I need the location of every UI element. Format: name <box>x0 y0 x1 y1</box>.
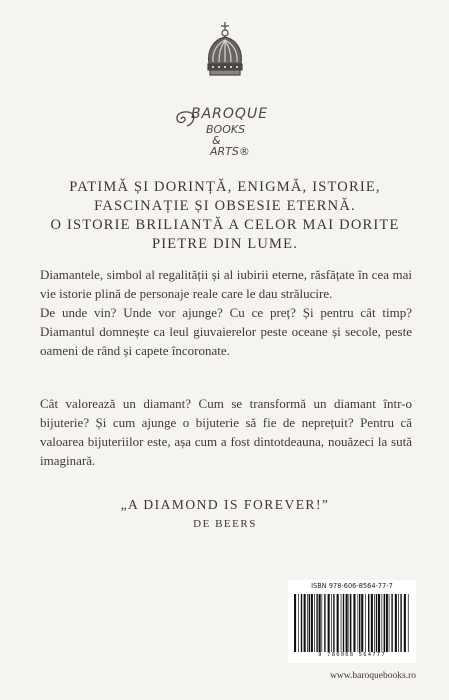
paragraph2-line: Pentru că valoarea bijuteriilor este, așa cum a fost dintotdeauna, <box>40 415 412 449</box>
barcode-bar <box>346 594 348 652</box>
barcode-bar <box>361 594 363 652</box>
barcode-bar <box>371 594 373 652</box>
barcode-bar <box>301 594 302 652</box>
barcode-bar <box>386 594 388 652</box>
website-url: www.baroquebooks.ro <box>330 671 416 681</box>
isbn-text: ISBN 978-606-8564-77-7 <box>311 582 393 590</box>
barcode-bar <box>368 594 369 652</box>
barcode-digits: 9 786068 564777 <box>318 652 386 658</box>
logo-text-ampersand: & <box>212 134 221 147</box>
tagline-line: PIETRE DIN LUME. <box>151 236 299 252</box>
barcode-bar <box>382 594 383 652</box>
paragraph1-line: Diamantul domnește ca leul giuvaierelor peste oceane și <box>40 324 346 339</box>
barcode-bar <box>359 594 360 652</box>
barcode-bar <box>374 594 375 652</box>
barcode-bar <box>307 594 308 652</box>
description-paragraph-1 <box>40 265 412 360</box>
barcode-bar <box>316 594 317 652</box>
barcode-bar <box>350 594 351 652</box>
barcode-bar <box>337 594 339 652</box>
paragraph1-line: secole, peste oameni de rând și capete încoronate. <box>40 324 412 358</box>
paragraph2-line: Cât valorează un diamant? Cum se transformă un diamant <box>40 396 376 411</box>
barcode-bar <box>324 594 325 652</box>
barcode-bar <box>328 594 330 652</box>
barcode-bar <box>365 594 366 652</box>
barcode-bar <box>331 594 332 652</box>
paragraph2-line: într-o bijuterie? Și cum ajunge o bijuterie să fie de neprețuit? <box>40 396 412 430</box>
barcode-bar <box>378 594 380 652</box>
barcode-bar <box>349 594 350 652</box>
paragraph1-line: în cea mai vie istorie plină de personaje reale care le dau <box>40 267 412 301</box>
quote: „A DIAMOND IS FOREVER!” <box>120 497 330 512</box>
paragraph1-line: strălucire. <box>280 286 333 301</box>
barcode-bar <box>319 594 321 652</box>
barcode <box>288 580 416 663</box>
barcode-bar <box>358 594 359 652</box>
quote-source: DE BEERS <box>193 518 257 530</box>
barcode-bar <box>309 594 310 652</box>
barcode-bar <box>314 594 315 652</box>
barcode-bars <box>294 594 412 652</box>
barcode-bar <box>311 594 313 652</box>
barcode-bar <box>408 594 409 652</box>
barcode-bar <box>376 594 377 652</box>
tagline <box>30 178 420 254</box>
barcode-bar <box>389 594 390 652</box>
paragraph2-line: nouăzeci la sută imaginară. <box>40 434 413 468</box>
barcode-bar <box>398 594 399 652</box>
tagline-line: PATIMĂ ȘI DORINȚĂ, ENIGMĂ, ISTORIE, <box>69 179 381 195</box>
publisher-logo <box>165 20 275 158</box>
barcode-bar <box>343 594 344 652</box>
logo-text-books: BOOKS <box>206 123 246 136</box>
barcode-bar <box>391 594 392 652</box>
tagline-line: FASCINAȚIE ȘI OBSESIE ETERNĂ. <box>94 198 356 214</box>
crown-icon <box>203 20 247 80</box>
barcode-bar <box>404 594 406 652</box>
barcode-bar <box>298 594 299 652</box>
description-paragraph-2 <box>40 394 412 470</box>
barcode-bar <box>384 594 385 652</box>
paragraph1-line: Diamantele, simbol al regalității și al iubirii eterne, răsfățate <box>40 267 359 282</box>
barcode-bar <box>294 594 296 652</box>
barcode-bar <box>341 594 342 652</box>
barcode-bar <box>395 594 397 652</box>
tagline-line: O ISTORIE BRILIANTĂ A CELOR MAI DORITE <box>50 217 400 233</box>
barcode-bar <box>333 594 334 652</box>
barcode-bar <box>400 594 401 652</box>
paragraph1-line: De unde vin? Unde vor ajunge? Cu ce preț? Și pentru cât timp? <box>40 305 412 320</box>
logo-text-baroque: BAROQUE <box>191 106 269 122</box>
barcode-bar <box>304 594 306 652</box>
barcode-bar <box>322 594 323 652</box>
logo-text-arts: ARTS® <box>210 145 250 158</box>
barcode-bar <box>353 594 355 652</box>
